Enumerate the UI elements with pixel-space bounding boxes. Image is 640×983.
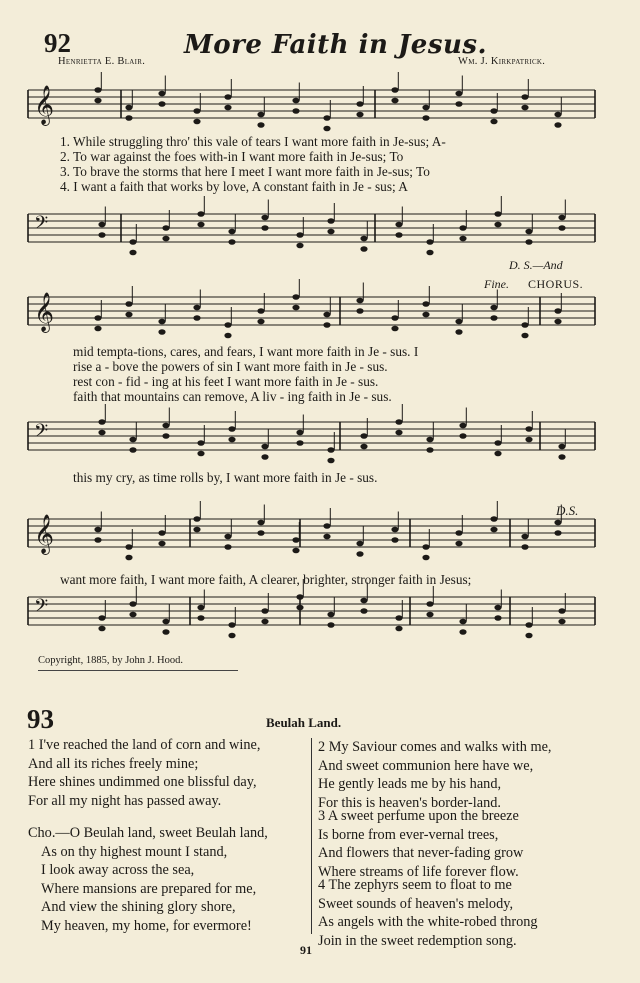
note-head (521, 105, 528, 111)
note-head (459, 629, 466, 635)
bass-clef: 𝄢 (34, 213, 49, 238)
note-head (356, 551, 363, 557)
note-head (193, 305, 200, 311)
note-head (261, 608, 268, 614)
note-head (193, 119, 200, 125)
note-head (197, 211, 204, 217)
note-head (360, 236, 367, 242)
note-head (228, 437, 235, 443)
note-head (327, 218, 334, 224)
note-head (558, 225, 565, 231)
hymn-number-93: 93 (27, 704, 54, 734)
note-head (391, 527, 398, 533)
copyright-underline (38, 670, 238, 671)
note-head (525, 239, 532, 245)
hymn93-verse2 (318, 738, 551, 812)
treble-clef: 𝄞 (34, 292, 55, 332)
poem-line: And all its riches freely mine; (28, 755, 199, 772)
verse-line-3: 3. To brave the storms that here I meet I want more faith in Je-sus; To (60, 164, 430, 179)
note-head (162, 433, 169, 439)
note-head (558, 619, 565, 625)
note-head (455, 329, 462, 335)
hymn93-verse4 (318, 876, 538, 950)
chorus-lyric-line: want more faith, I want more faith, A clearer, brighter, stronger faith in Jesus; (60, 572, 472, 587)
note-head (228, 633, 235, 639)
poem-line: Here shines undimmed one blissful day, (28, 774, 257, 790)
note-head (391, 537, 398, 543)
note-head (494, 440, 501, 446)
note-head (94, 537, 101, 543)
note-head (459, 225, 466, 231)
note-head (360, 608, 367, 614)
note-head (525, 426, 532, 432)
hymn-title-92: More Faith in Jesus. (184, 30, 488, 60)
note-head (525, 622, 532, 628)
note-head (125, 544, 132, 550)
note-head (162, 619, 169, 625)
note-head (197, 615, 204, 621)
verse-line-2b: rise a - bove the powers of sin I want more faith in Je - sus. (73, 359, 388, 374)
note-head (98, 232, 105, 238)
note-head (98, 615, 105, 621)
note-head (193, 516, 200, 522)
note-head (292, 305, 299, 311)
note-head (162, 225, 169, 231)
note-head (257, 122, 264, 128)
poem-line: 1 I've reached the land of corn and wine, (28, 737, 261, 753)
hymn93-chorus (28, 824, 268, 935)
note-head (98, 430, 105, 436)
verse-line-4b: faith that mountains can remove, A liv - ing faith in Je - sus. (73, 389, 392, 404)
note-head (158, 319, 165, 325)
note-head (558, 608, 565, 614)
note-head (494, 615, 501, 621)
note-head (125, 301, 132, 307)
note-head (158, 329, 165, 335)
note-head (224, 105, 231, 111)
note-head (521, 94, 528, 100)
note-head (554, 112, 561, 118)
note-head (356, 298, 363, 304)
note-head (490, 108, 497, 114)
poem-line: For this is heaven's border-land. (318, 794, 501, 811)
verse-line-2: 2. To war against the foes with-in I want more faith in Je-sus; To (60, 149, 404, 164)
verse-line-4: 4. I want a faith that works by love, A constant faith in Je - sus; A (60, 179, 408, 194)
fine-label: Fine. (484, 277, 509, 291)
note-head (158, 530, 165, 536)
note-head (360, 598, 367, 604)
note-head (162, 236, 169, 242)
note-head (193, 527, 200, 533)
note-head (426, 447, 433, 453)
poem-line: As angels with the white-robed throng (318, 914, 538, 930)
note-head (224, 322, 231, 328)
note-head (525, 633, 532, 639)
poem-line: For all my night has passed away. (28, 792, 222, 809)
note-head (323, 312, 330, 318)
note-head (193, 108, 200, 114)
note-head (554, 520, 561, 526)
note-head (521, 544, 528, 550)
note-head (296, 430, 303, 436)
note-head (129, 612, 136, 618)
poem-line: Where mansions are prepared for me, (41, 880, 257, 897)
note-head (558, 454, 565, 460)
bass-clef: 𝄢 (34, 421, 49, 446)
note-head (525, 437, 532, 443)
note-head (261, 619, 268, 625)
note-head (455, 101, 462, 107)
note-head (490, 527, 497, 533)
note-head (125, 115, 132, 121)
note-head (129, 601, 136, 607)
note-head (257, 520, 264, 526)
note-head (257, 530, 264, 536)
note-head (94, 315, 101, 321)
note-head (426, 239, 433, 245)
note-head (360, 444, 367, 450)
note-head (494, 451, 501, 457)
note-head (197, 440, 204, 446)
note-head (323, 523, 330, 529)
note-head (129, 250, 136, 256)
note-head (129, 437, 136, 443)
note-head (197, 605, 204, 611)
ds-marker: D.S. (556, 503, 579, 518)
note-head (327, 229, 334, 235)
note-head (296, 243, 303, 249)
ds-and-label: D. S.—And (509, 258, 563, 272)
note-head (327, 622, 334, 628)
bass-clef: 𝄢 (34, 596, 49, 621)
poem-line: Cho.—O Beulah land, sweet Beulah land, (28, 825, 268, 841)
note-head (158, 91, 165, 97)
note-head (98, 222, 105, 228)
note-head (490, 315, 497, 321)
note-head (356, 308, 363, 314)
note-head (521, 534, 528, 540)
note-head (422, 544, 429, 550)
hymn-number-92: 92 (44, 28, 71, 58)
note-head (459, 433, 466, 439)
note-head (292, 108, 299, 114)
note-head (558, 215, 565, 221)
note-head (356, 541, 363, 547)
note-head (158, 101, 165, 107)
verse-line-1: 1. While struggling thro' this vale of tears I want more faith in Je-sus; A- (60, 134, 446, 149)
note-head (356, 112, 363, 118)
note-head (158, 541, 165, 547)
note-head (327, 612, 334, 618)
note-head (94, 326, 101, 332)
note-head (391, 326, 398, 332)
note-head (162, 423, 169, 429)
note-head (490, 305, 497, 311)
note-head (125, 105, 132, 111)
note-head (422, 105, 429, 111)
note-head (228, 229, 235, 235)
treble-clef: 𝄞 (34, 85, 55, 125)
note-head (395, 615, 402, 621)
note-head (323, 115, 330, 121)
poem-line: 3 A sweet perfume upon the breeze (318, 808, 519, 824)
note-head (422, 115, 429, 121)
note-head (422, 301, 429, 307)
note-head (490, 516, 497, 522)
note-head (129, 447, 136, 453)
note-head (193, 315, 200, 321)
column-divider (311, 738, 312, 934)
note-head (360, 433, 367, 439)
note-head (327, 458, 334, 464)
note-head (292, 294, 299, 300)
note-head (296, 440, 303, 446)
note-head (360, 246, 367, 252)
note-head (257, 112, 264, 118)
note-head (292, 537, 299, 543)
poem-line: Join in the sweet redemption song. (318, 932, 517, 949)
note-head (228, 426, 235, 432)
note-head (391, 98, 398, 104)
note-head (395, 430, 402, 436)
composer-credit: Wm. J. Kirkpatrick. (458, 56, 546, 67)
note-head (224, 534, 231, 540)
note-head (257, 319, 264, 325)
note-head (228, 239, 235, 245)
poem-line: 4 The zephyrs seem to float to me (318, 877, 512, 893)
poem-line: I look away across the sea, (41, 862, 195, 878)
page-number: 91 (300, 943, 312, 957)
poem-line: As on thy highest mount I stand, (41, 843, 228, 860)
poem-line: Where streams of life forever flow. (318, 863, 519, 880)
note-head (98, 626, 105, 632)
note-head (554, 319, 561, 325)
note-head (422, 555, 429, 561)
verse-line-3b: rest con - fid - ing at his feet I want more faith in Je - sus. (73, 374, 379, 389)
note-head (554, 530, 561, 536)
note-head (395, 419, 402, 425)
ds-lyric-line: this my cry, as time rolls by, I want more faith in Je - sus. (73, 470, 378, 485)
note-head (292, 98, 299, 104)
note-head (98, 419, 105, 425)
note-head (323, 322, 330, 328)
poem-line: 2 My Saviour comes and walks with me, (318, 739, 552, 755)
note-head (525, 229, 532, 235)
note-head (94, 527, 101, 533)
note-head (125, 555, 132, 561)
poem-line: And view the shining glory shore, (41, 899, 236, 915)
note-head (459, 423, 466, 429)
note-head (459, 236, 466, 242)
note-head (521, 322, 528, 328)
note-head (455, 541, 462, 547)
verse-line-1b: mid tempta-tions, cares, and fears, I want more faith in Je - sus. I (73, 344, 419, 359)
note-head (494, 222, 501, 228)
note-head (261, 444, 268, 450)
note-head (224, 94, 231, 100)
note-head (261, 454, 268, 460)
poem-line: My heaven, my home, for evermore! (41, 917, 252, 934)
note-head (94, 87, 101, 93)
note-head (426, 612, 433, 618)
note-head (292, 548, 299, 554)
note-head (554, 308, 561, 314)
note-head (391, 87, 398, 93)
note-head (422, 312, 429, 318)
treble-clef: 𝄞 (34, 514, 55, 554)
copyright-notice: Copyright, 1885, by John J. Hood. (38, 655, 183, 666)
note-head (94, 98, 101, 104)
note-head (494, 605, 501, 611)
note-head (323, 126, 330, 132)
note-head (356, 101, 363, 107)
note-head (257, 308, 264, 314)
note-head (261, 215, 268, 221)
note-head (323, 534, 330, 540)
note-head (395, 626, 402, 632)
poem-line: And sweet communion here have we, (318, 757, 534, 774)
note-head (455, 319, 462, 325)
note-head (426, 601, 433, 607)
note-head (197, 222, 204, 228)
note-head (490, 119, 497, 125)
note-head (494, 211, 501, 217)
poem-line: He gently leads me by his hand, (318, 776, 502, 792)
note-head (162, 629, 169, 635)
author-credit: Henrietta E. Blair. (58, 56, 146, 67)
note-head (296, 232, 303, 238)
note-head (558, 444, 565, 450)
chorus-label: CHORUS. (528, 277, 584, 291)
note-head (521, 333, 528, 339)
note-head (426, 250, 433, 256)
note-head (224, 544, 231, 550)
hymn93-verse1 (28, 736, 260, 810)
note-head (129, 239, 136, 245)
note-head (391, 315, 398, 321)
note-head (455, 91, 462, 97)
hymn93-verse3 (318, 807, 523, 881)
poem-line: Sweet sounds of heaven's melody, (318, 895, 514, 912)
note-head (554, 122, 561, 128)
note-head (261, 225, 268, 231)
note-head (395, 232, 402, 238)
note-head (426, 437, 433, 443)
note-head (395, 222, 402, 228)
note-head (197, 451, 204, 457)
hymn-title-93: Beulah Land. (266, 715, 342, 730)
poem-line: Is borne from ever-vernal trees, (318, 826, 499, 843)
note-head (228, 622, 235, 628)
note-head (224, 333, 231, 339)
poem-line: And flowers that never-fading grow (318, 845, 524, 861)
note-head (455, 530, 462, 536)
note-head (327, 447, 334, 453)
note-head (125, 312, 132, 318)
note-head (459, 619, 466, 625)
